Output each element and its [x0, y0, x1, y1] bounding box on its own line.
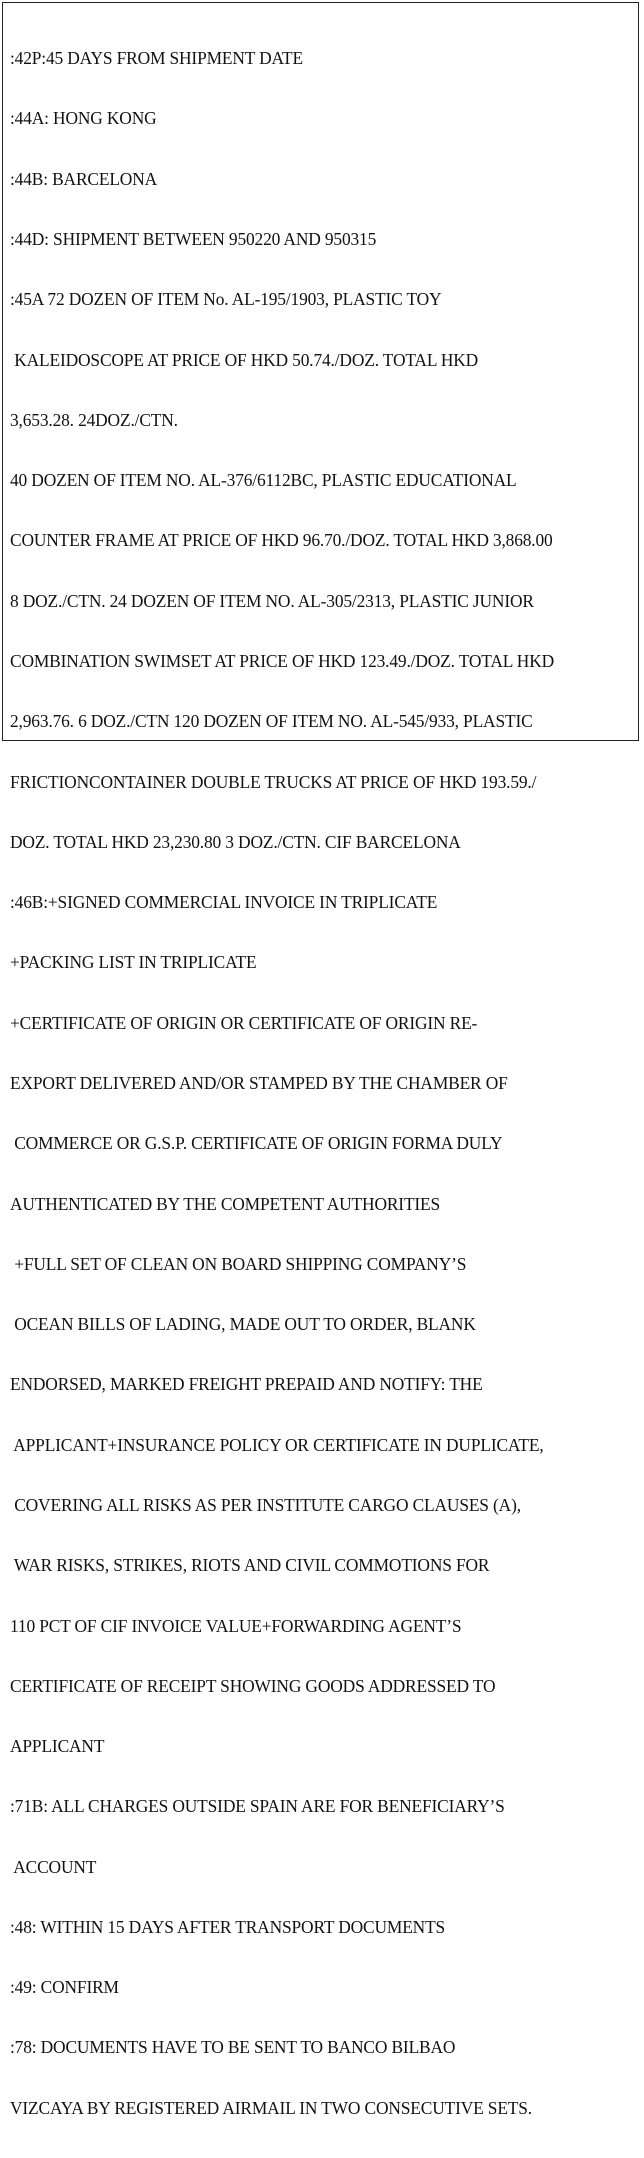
text-line: DOZ. TOTAL HKD 23,230.80 3 DOZ./CTN. CIF BARCELONA — [10, 831, 461, 852]
text-line: COVERING ALL RISKS AS PER INSTITUTE CARGO CLAUSES (A), — [10, 1494, 521, 1515]
text-line: EXPORT DELIVERED AND/OR STAMPED BY THE CHAMBER OF — [10, 1072, 508, 1093]
text-line: APPLICANT — [10, 1736, 105, 1757]
text-line: :44D: SHIPMENT BETWEEN 950220 AND 950315 — [10, 229, 377, 250]
text-line: OCEAN BILLS OF LADING, MADE OUT TO ORDER, BLANK — [10, 1314, 476, 1335]
text-line: COMMERCE OR G.S.P. CERTIFICATE OF ORIGIN FORMA DULY — [10, 1133, 503, 1154]
text-line: +FULL SET OF CLEAN ON BOARD SHIPPING COMPANY’S — [10, 1253, 467, 1274]
text-line: :42P:45 DAYS FROM SHIPMENT DATE — [10, 48, 303, 69]
text-line: WAR RISKS, STRIKES, RIOTS AND CIVIL COMMOTIONS FOR — [10, 1555, 490, 1576]
text-line: :44B: BARCELONA — [10, 168, 158, 189]
text-line: 110 PCT OF CIF INVOICE VALUE+FORWARDING AGENT’S — [10, 1615, 462, 1636]
text-line: ACCOUNT — [10, 1856, 97, 1877]
text-line: 3,653.28. 24DOZ./CTN. — [10, 409, 178, 430]
text-line: +CERTIFICATE OF ORIGIN OR CERTIFICATE OF ORIGIN RE- — [10, 1012, 478, 1033]
text-line: APPLICANT+INSURANCE POLICY OR CERTIFICATE IN DUPLICATE, — [10, 1434, 544, 1455]
text-line: :49: CONFIRM — [10, 1977, 119, 1998]
text-line: VIZCAYA BY REGISTERED AIRMAIL IN TWO CONSECUTIVE SETS. — [10, 2097, 532, 2118]
text-line: ENDORSED, MARKED FREIGHT PREPAID AND NOTIFY: THE — [10, 1374, 483, 1395]
text-line: +PACKING LIST IN TRIPLICATE — [10, 952, 257, 973]
text-line: 40 DOZEN OF ITEM NO. AL-376/6112BC, PLASTIC EDUCATIONAL — [10, 470, 517, 491]
text-line: :46B:+SIGNED COMMERCIAL INVOICE IN TRIPLICATE — [10, 892, 438, 913]
text-line: :78: DOCUMENTS HAVE TO BE SENT TO BANCO BILBAO — [10, 2037, 456, 2058]
text-line: :44A: HONG KONG — [10, 108, 157, 129]
text-line: COMBINATION SWIMSET AT PRICE OF HKD 123.49./DOZ. TOTAL HKD — [10, 651, 555, 671]
lc-text-block — [10, 8, 634, 2158]
text-line: AUTHENTICATED BY THE COMPETENT AUTHORITIES — [10, 1193, 441, 1214]
text-line: 2,963.76. 6 DOZ./CTN 120 DOZEN OF ITEM NO. AL-545/933, PLASTIC — [10, 711, 533, 732]
text-line: :71B: ALL CHARGES OUTSIDE SPAIN ARE FOR BENEFICIARY’S — [10, 1796, 505, 1817]
text-line: KALEIDOSCOPE AT PRICE OF HKD 50.74./DOZ. TOTAL HKD — [10, 349, 479, 370]
text-line: FRICTIONCONTAINER DOUBLE TRUCKS AT PRICE OF HKD 193.59./ — [10, 771, 537, 792]
text-line: :48: WITHIN 15 DAYS AFTER TRANSPORT DOCUMENTS — [10, 1916, 446, 1937]
text-line: :45A 72 DOZEN OF ITEM No. AL-195/1903, PLASTIC TOY — [10, 289, 442, 310]
text-line: 8 DOZ./CTN. 24 DOZEN OF ITEM NO. AL-305/2313, PLASTIC JUNIOR — [10, 590, 534, 611]
text-line: CERTIFICATE OF RECEIPT SHOWING GOODS ADDRESSED TO — [10, 1675, 496, 1696]
text-line: COUNTER FRAME AT PRICE OF HKD 96.70./DOZ. TOTAL HKD 3,868.00 — [10, 530, 553, 551]
